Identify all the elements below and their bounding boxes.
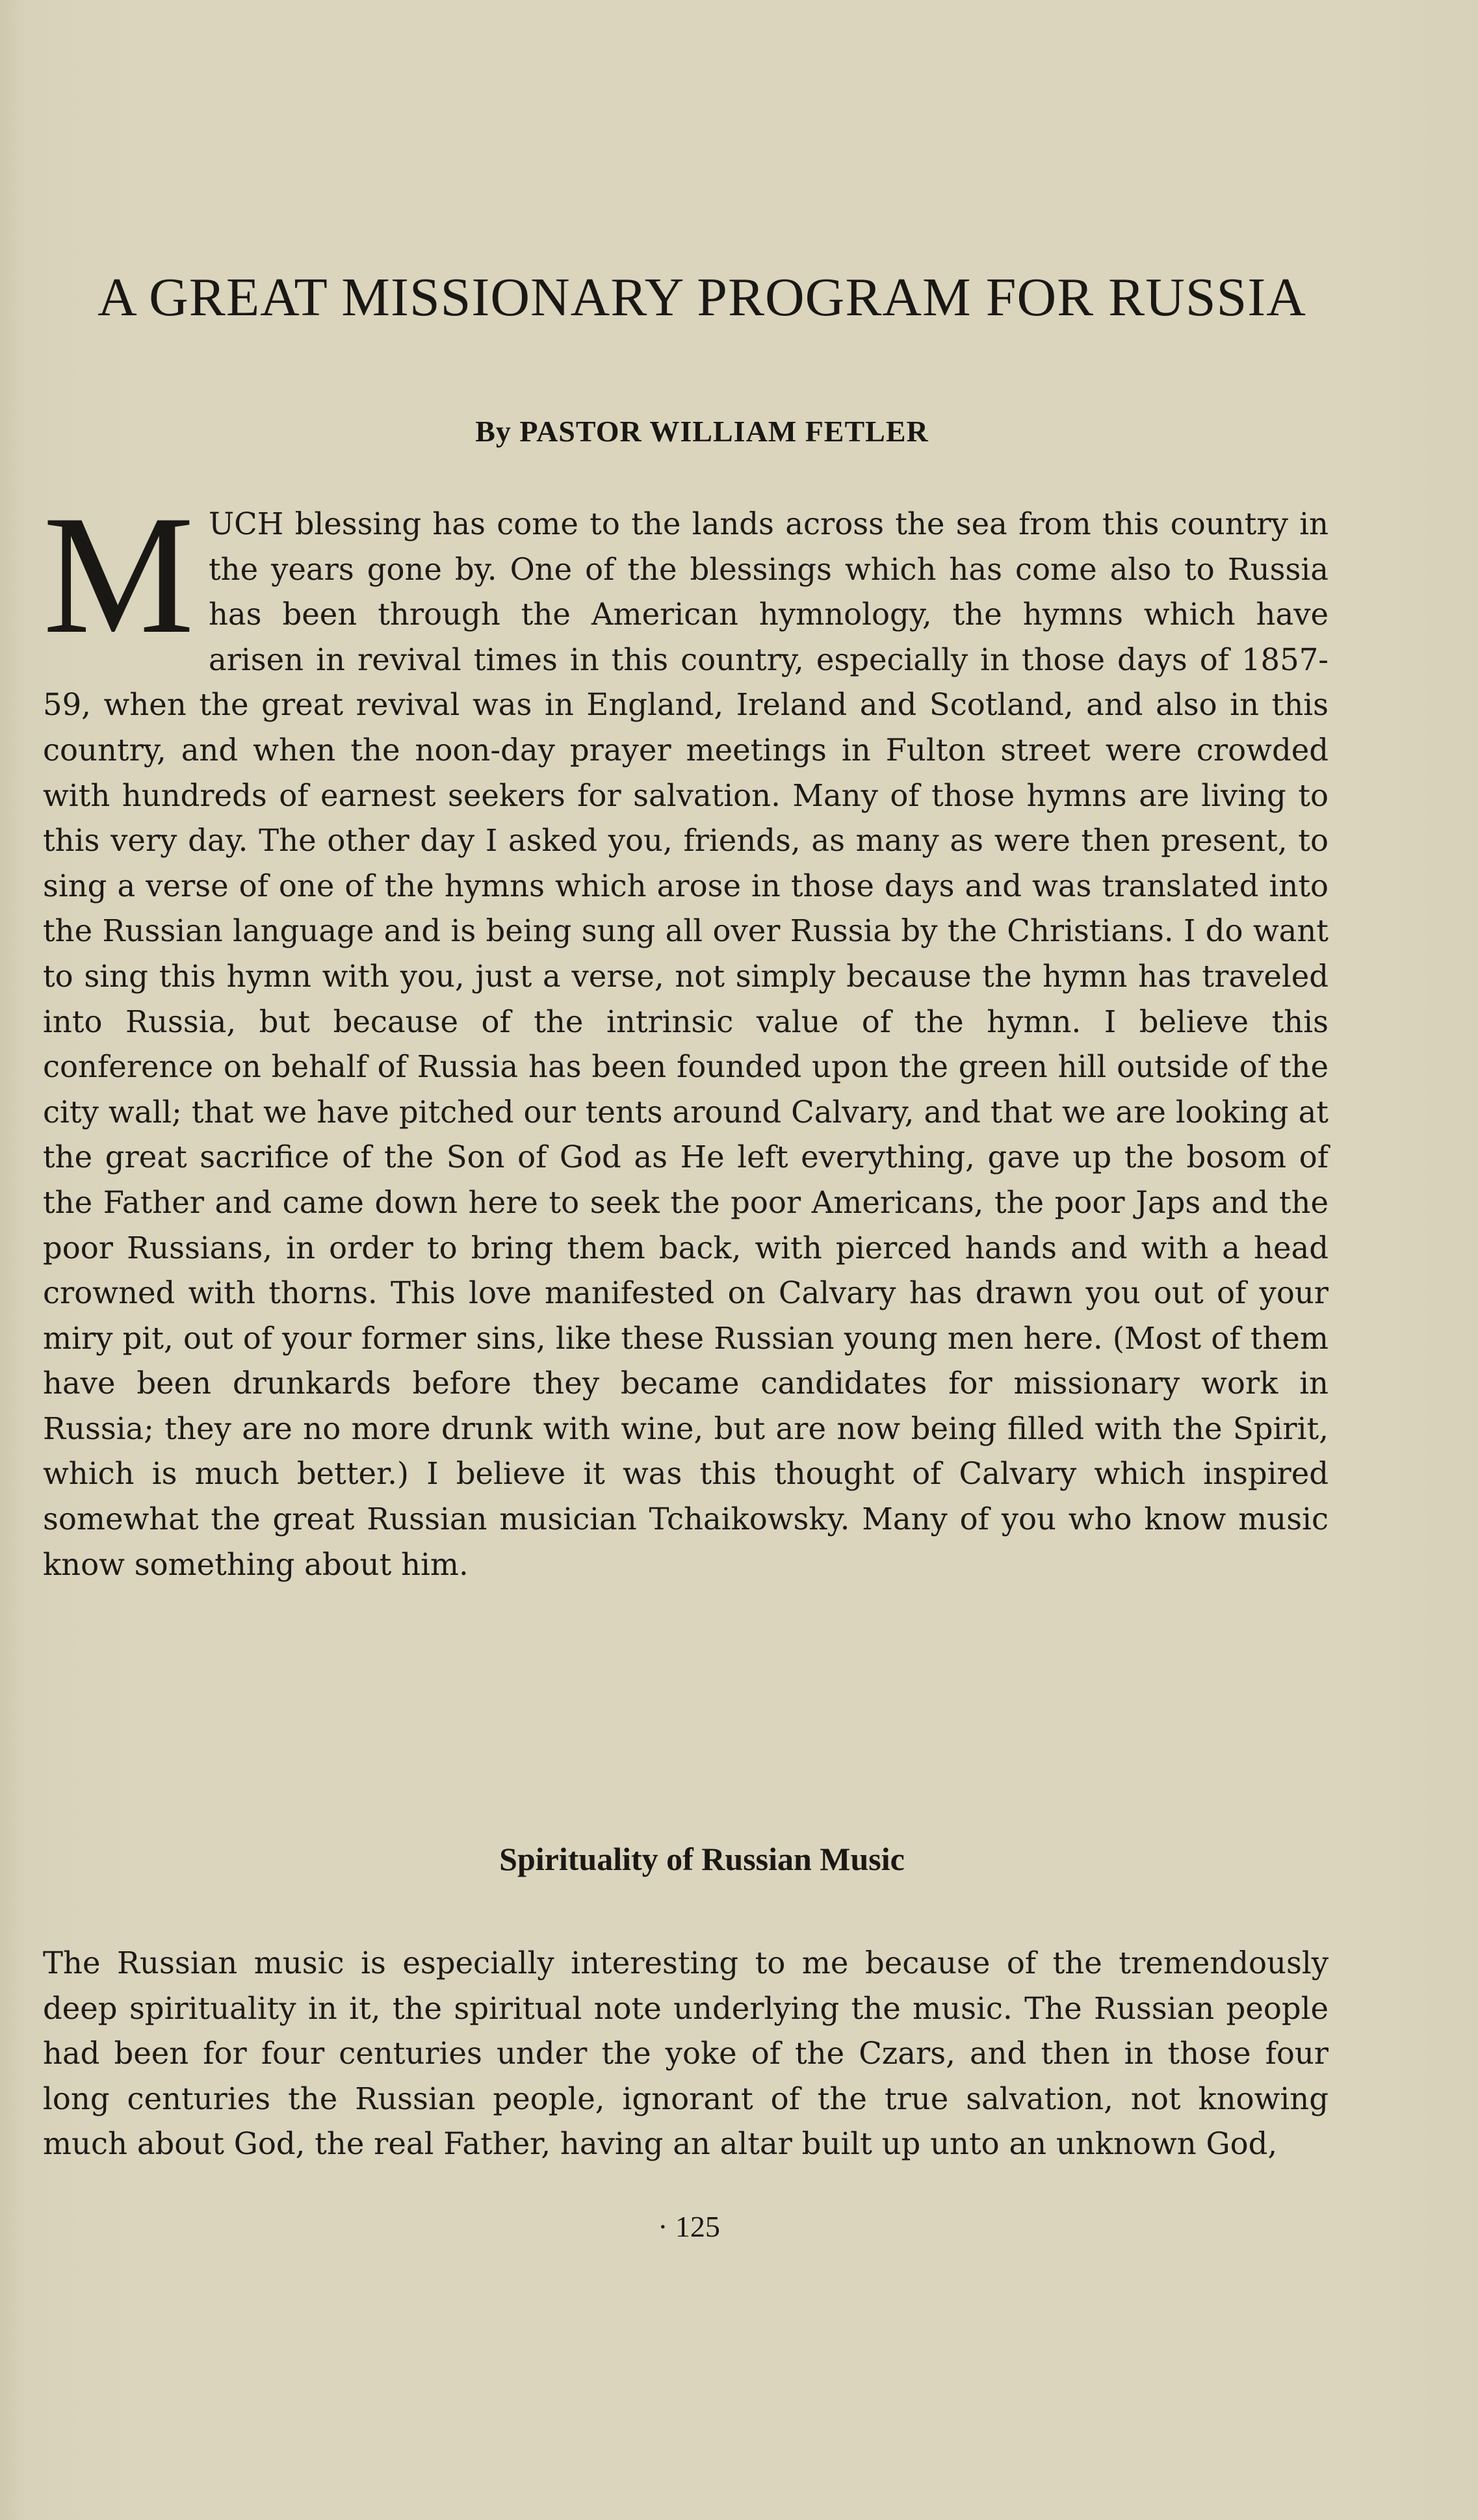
body-paragraph-2-text: The Russian music is especially interesting to me because of the tremendously deep spirituality in it, the spiritual note underlying the music. The Russian people had been for four centuries under the yoke of the Czars, and then in those four long centuries the Russian people, ignorant of the true salvation, not knowing much about God, the real Father, having an altar built up unto an unknown God,: [43, 1945, 1329, 2162]
body-paragraph-2: [43, 1941, 1329, 2167]
drop-cap-letter: M: [43, 480, 194, 669]
article-byline: By PASTOR WILLIAM FETLER: [475, 415, 929, 448]
body-paragraph-1-text: UCH blessing has come to the lands across the sea from this country in the years gone by. One of the blessings which has come also to Russia has been through the American hymnology, the hymns which have arisen in revival times in this country, especially in those days of 1857-59, when the great revival was in England, Ireland and Scotland, and also in this country, and when the noon-day prayer meetings in Fulton street were crowded with hundreds of earnest seekers for salvation. Many of those hymns are living to this very day. The other day I asked you, friends, as many as were then present, to sing a verse of one of the hymns which arose in those days and was translated into the Russian language and is being sung all over Russia by the Christians. I do want to sing this hymn with you, just a verse, not simply because the hymn has traveled into Russia, but because of the intrinsic value of the hymn. I believe this conference on behalf of Russia has been founded upon the green hill outside of the city wall; that we have pitched our tents around Calvary, and that we are looking at the great sacrifice of the Son of God as He left everything, gave up the bosom of the Father and came down here to seek the poor Americans, the poor Japs and the poor Russians, in order to bring them back, with pierced hands and with a head crowned with thorns. This love manifested on Calvary has drawn you out of your miry pit, out of your former sins, like these Russian young men here. (Most of them have been drunkards before they became candidates for missionary work in Russia; they are no more drunk with wine, but are now being filled with the Spirit, which is much better.) I believe it was this thought of Calvary which inspired somewhat the great Russian musician Tchaikowsky. Many of you who know music know something about him.: [43, 506, 1329, 1582]
section-subheading: Spirituality of Russian Music: [499, 1841, 905, 1877]
article-title: A GREAT MISSIONARY PROGRAM FOR RUSSIA: [97, 267, 1306, 328]
body-paragraph-1: [43, 480, 1329, 1587]
page-number: · 125: [658, 2210, 720, 2243]
